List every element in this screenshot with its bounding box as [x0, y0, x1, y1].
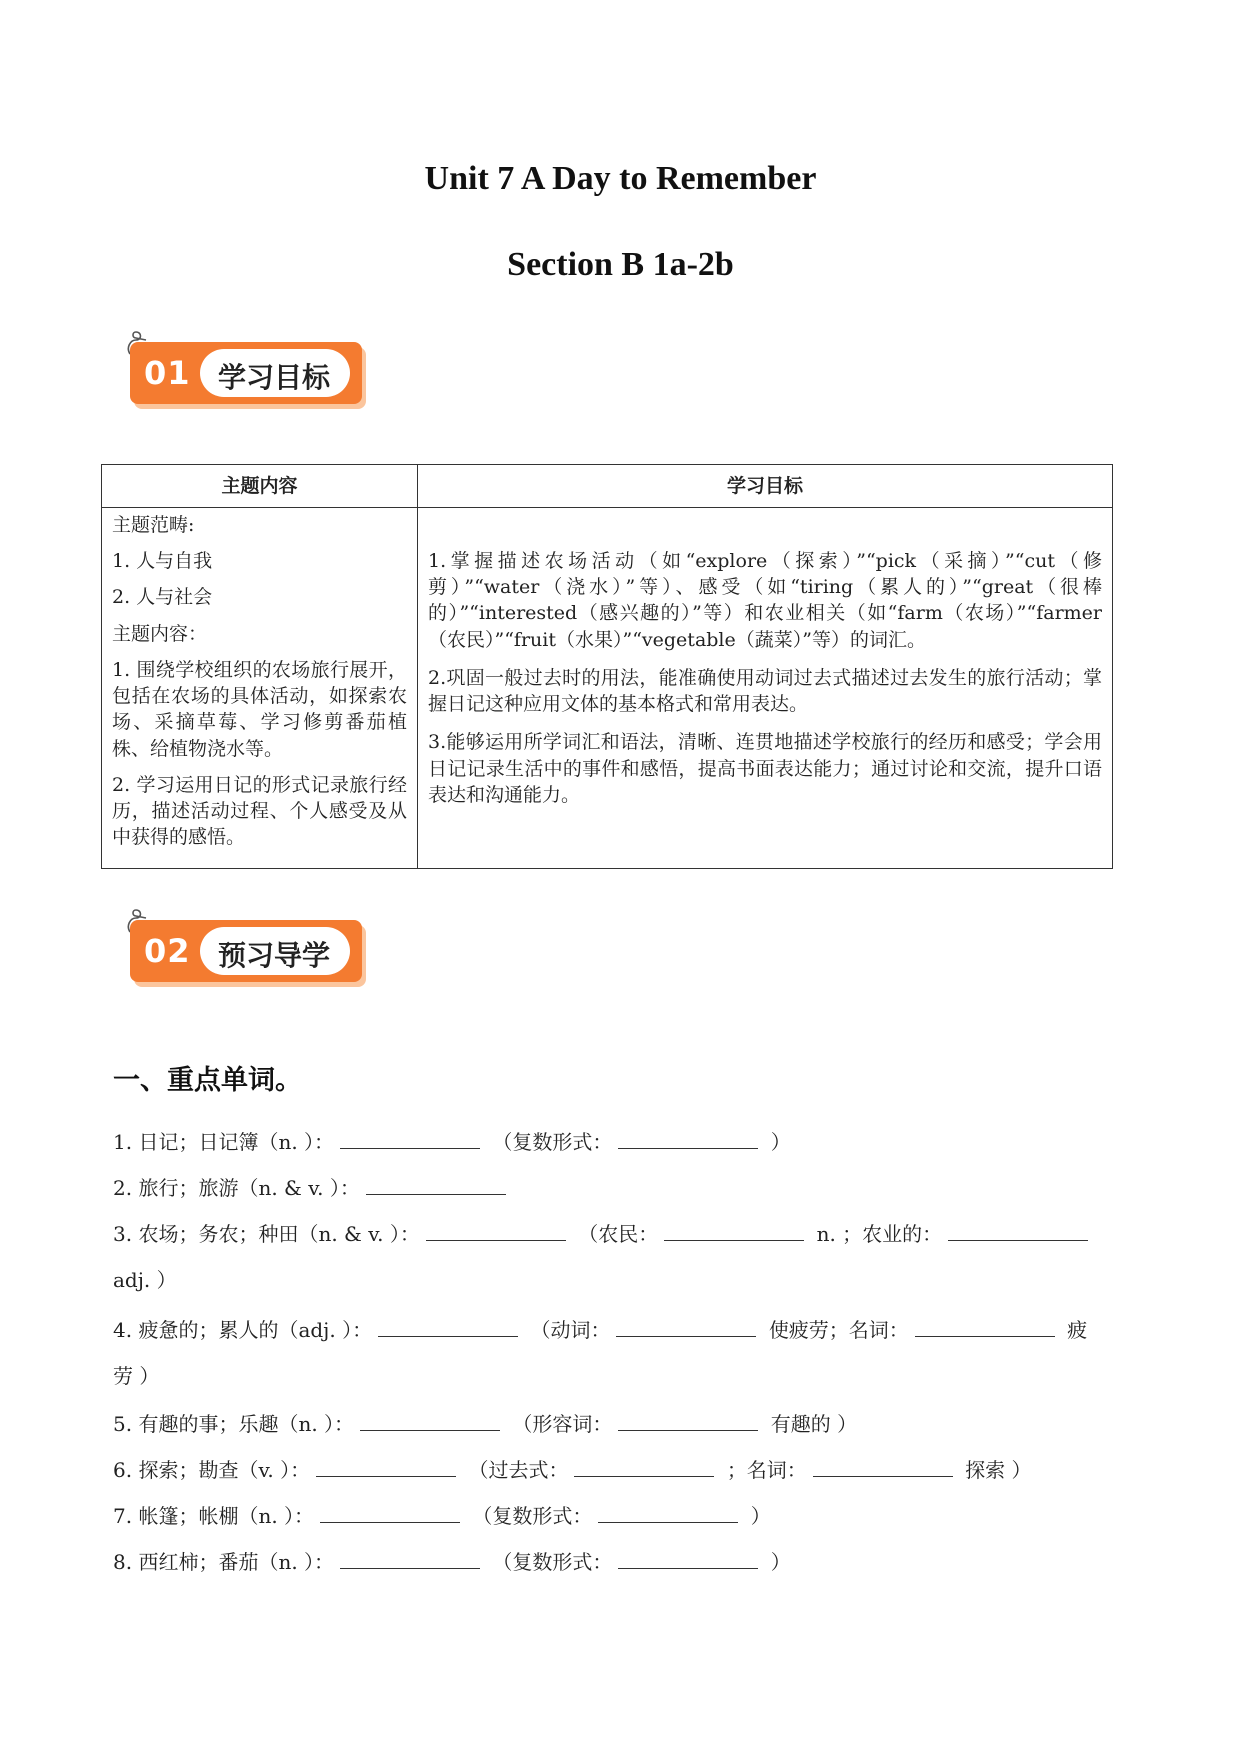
answer-blank[interactable]	[813, 1454, 953, 1477]
vocab-heading: 一、重点单词。	[113, 1065, 302, 1096]
answer-blank[interactable]	[574, 1454, 714, 1477]
header-topic: 主题内容	[102, 465, 418, 508]
table-header-row	[102, 465, 1113, 508]
answer-blank[interactable]	[320, 1500, 460, 1523]
vocab-item-4: 4. 疲惫的；累人的（adj. ）： （动词： 使疲劳；名词： 疲	[113, 1314, 1113, 1344]
section-badge-goals	[124, 328, 364, 406]
vocab-item-1: 1. 日记；日记簿（n. ）： （复数形式： ）	[113, 1126, 1113, 1156]
goal-item: 3.能够运用所学词汇和语法，清晰、连贯地描述学校旅行的经历和感受；学会用日记记录生活中的事件和感悟，提高书面表达能力；通过讨论和交流，提升口语表达和沟通能力。	[428, 731, 1102, 806]
topic-line: 主题内容：	[112, 622, 208, 645]
vocab-item-5: 5. 有趣的事；乐趣（n. ）： （形容词： 有趣的 ）	[113, 1408, 1113, 1438]
goals-cell	[418, 508, 1113, 869]
answer-blank[interactable]	[915, 1314, 1055, 1337]
answer-blank[interactable]	[426, 1218, 566, 1241]
section-label: 预习导学	[218, 939, 331, 972]
answer-blank[interactable]	[366, 1172, 506, 1195]
topic-line: 1. 围绕学校组织的农场旅行展开，包括在农场的具体活动，如探索农场、采摘草莓、学习修剪番茄植株、给植物浇水等。	[112, 658, 407, 760]
topic-line: 1. 人与自我	[112, 550, 213, 573]
vocab-item-4-cont: 劳 ）	[113, 1364, 160, 1388]
goals-table	[101, 464, 1113, 869]
answer-blank[interactable]	[340, 1126, 480, 1149]
topic-line: 2. 人与社会	[112, 586, 213, 609]
table-row	[102, 508, 1113, 869]
answer-blank[interactable]	[598, 1500, 738, 1523]
vocab-item-3: 3. 农场；务农；种田（n. & v. ）： （农民： n. ；农业的：	[113, 1218, 1113, 1248]
answer-blank[interactable]	[378, 1314, 518, 1337]
answer-blank[interactable]	[316, 1454, 456, 1477]
section-number: 01	[144, 354, 191, 392]
document-subtitle: Section B 1a-2b	[507, 246, 734, 283]
topic-line: 2. 学习运用日记的形式记录旅行经历，描述活动过程、个人感受及从中获得的感悟。	[112, 773, 407, 849]
answer-blank[interactable]	[618, 1126, 758, 1149]
document-title: Unit 7 A Day to Remember	[424, 160, 817, 197]
answer-blank[interactable]	[618, 1408, 758, 1431]
answer-blank[interactable]	[618, 1546, 758, 1569]
header-goals: 学习目标	[418, 465, 1113, 508]
vocab-item-8: 8. 西红柿；番茄（n. ）： （复数形式： ）	[113, 1546, 1113, 1576]
topic-cell	[102, 508, 418, 869]
goal-item: 2.巩固一般过去时的用法，能准确使用动词过去式描述过去发生的旅行活动；掌握日记这种应用文体的基本格式和常用表达。	[428, 666, 1102, 716]
answer-blank[interactable]	[616, 1314, 756, 1337]
goal-item: 1.掌握描述农场活动（如“explore（探索）”“pick（采摘）”“cut（修剪）”“water（浇水）”等）、感受（如“tiring（累人的）”“great（很棒的）”“interested（感兴趣的）”等）和农业相关（如“farm（农场）”“farmer（农民）”“fruit（水果）”“vegetable（蔬菜）”等）的词汇。	[428, 550, 1102, 651]
answer-blank[interactable]	[360, 1408, 500, 1431]
vocab-item-3-cont: adj. ）	[113, 1268, 177, 1292]
answer-blank[interactable]	[664, 1218, 804, 1241]
vocab-item-6: 6. 探索；勘查（v. ）： （过去式： ；名词： 探索 ）	[113, 1454, 1113, 1484]
section-badge-preview	[124, 906, 364, 984]
vocab-item-2: 2. 旅行；旅游（n. & v. ）：	[113, 1172, 1113, 1202]
vocab-item-7: 7. 帐篷；帐棚（n. ）： （复数形式： ）	[113, 1500, 1113, 1530]
answer-blank[interactable]	[948, 1218, 1088, 1241]
section-label: 学习目标	[218, 361, 331, 394]
section-number: 02	[144, 932, 191, 970]
topic-line: 主题范畴:	[112, 514, 195, 536]
answer-blank[interactable]	[340, 1546, 480, 1569]
